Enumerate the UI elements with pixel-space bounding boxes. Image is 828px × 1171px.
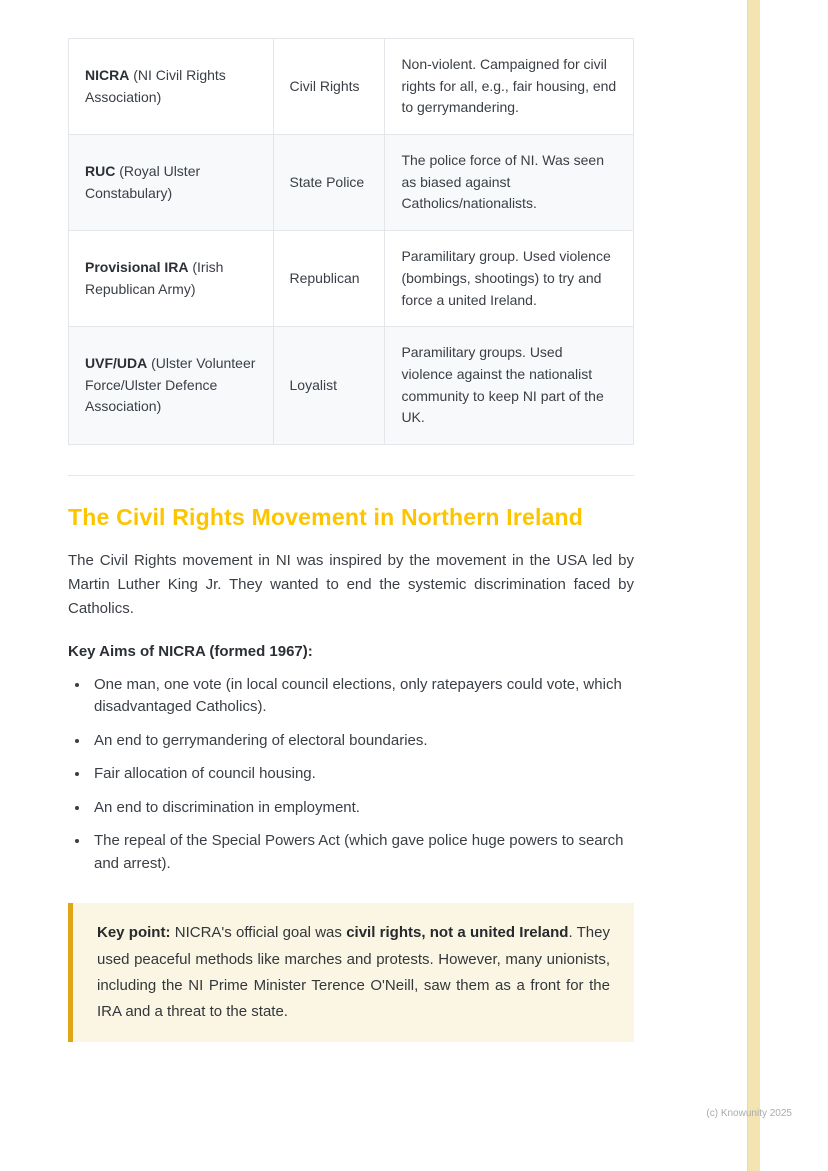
section-heading: The Civil Rights Movement in Northern Ireland [68, 503, 584, 530]
aims-list-item: • One man, one vote (in local council elections, only ratepayers could vote, which disadvantaged Catholics). [90, 674, 634, 719]
group-description-cell: The police force of NI. Was seen as biased against Catholics/nationalists. [385, 135, 634, 231]
watermark: (c) Knowunity 2025 [706, 1108, 792, 1119]
group-description-cell: Non-violent. Campaigned for civil rights for all, e.g., fair housing, end to gerrymandering. [385, 39, 634, 135]
group-name-cell: Provisional IRA (Irish Republican Army) [69, 231, 274, 327]
section-divider [68, 475, 634, 476]
group-category-cell: Loyalist [273, 327, 385, 445]
key-groups-table-body [69, 39, 634, 445]
aims-list-item: • An end to discrimination in employment. [90, 797, 634, 820]
group-name-cell: NICRA (NI Civil Rights Association) [69, 39, 274, 135]
key-groups-table [68, 38, 634, 445]
aims-list-item: • An end to gerrymandering of electoral boundaries. [90, 730, 634, 753]
group-category-cell: State Police [273, 135, 385, 231]
group-description-cell: Paramilitary group. Used violence (bombings, shootings) to try and force a united Ireland. [385, 231, 634, 327]
intro-paragraph: The Civil Rights movement in NI was inspired by the movement in the USA led by Martin Luther King Jr. They wanted to end the systemic discrimination faced by Catholics. [68, 551, 634, 617]
table-row [69, 39, 634, 135]
aims-list-item: • Fair allocation of council housing. [90, 763, 634, 786]
group-name-cell: RUC (Royal Ulster Constabulary) [69, 135, 274, 231]
aims-list [68, 674, 634, 876]
page-edge-stripe [747, 0, 760, 1171]
group-name-cell: UVF/UDA (Ulster Volunteer Force/Ulster Defence Association) [69, 327, 274, 445]
group-category-cell: Civil Rights [273, 39, 385, 135]
group-description-cell: Paramilitary groups. Used violence against the nationalist community to keep NI part of the UK. [385, 327, 634, 445]
table-row [69, 327, 634, 445]
aims-heading: Key Aims of NICRA (formed 1967): [68, 642, 313, 660]
callout-text: Key point: NICRA's official goal was civil rights, not a united Ireland. They used peaceful methods like marches and protests. However, many unionists, including the NI Prime Minister Terence O'Neill, saw them as a front for the IRA and a threat to the state. [97, 924, 610, 1021]
table-row [69, 135, 634, 231]
document-content [68, 38, 634, 1042]
table-row [69, 231, 634, 327]
group-category-cell: Republican [273, 231, 385, 327]
aims-list-item: • The repeal of the Special Powers Act (which gave police huge powers to search and arrest). [90, 830, 634, 875]
key-point-callout [68, 903, 634, 1042]
